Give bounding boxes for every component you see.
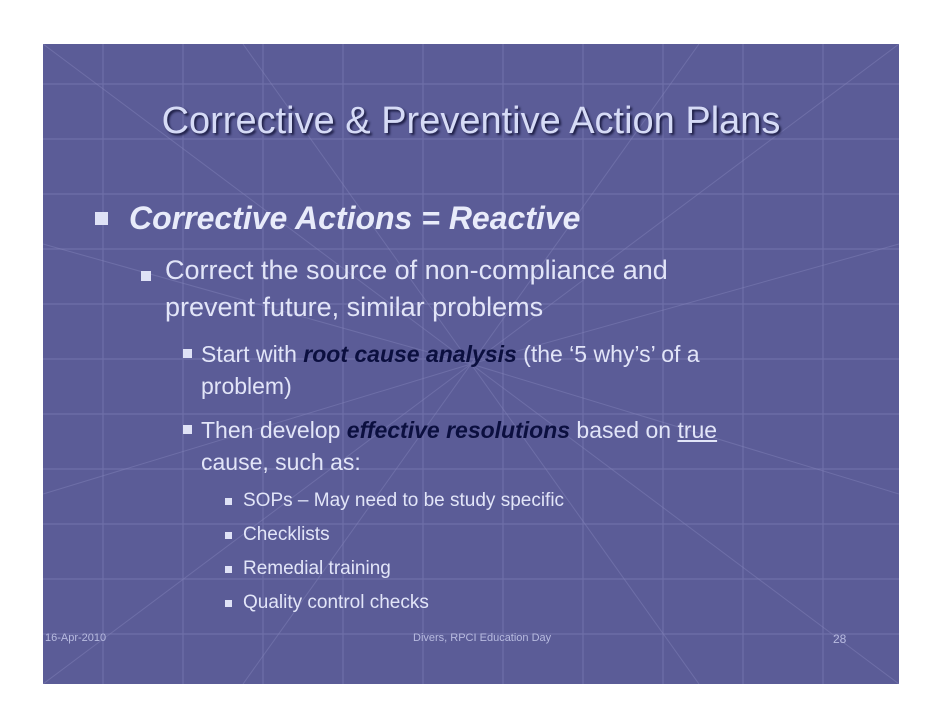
item-b-line2: cause, such as:: [201, 449, 361, 475]
example-item: [223, 524, 330, 546]
bullet-square-icon: [95, 212, 108, 225]
item-a-line2: problem): [201, 373, 292, 399]
example-text: Checklists: [243, 524, 330, 545]
level3-item-resolutions: [183, 414, 717, 478]
level2-line1: Correct the source of non-compliance and: [165, 255, 668, 285]
item-a-emphasis: root cause analysis: [303, 341, 517, 367]
example-text: SOPs – May need to be study specific: [243, 490, 565, 511]
example-text: Quality control checks: [243, 592, 429, 613]
item-b-mid: based on: [570, 417, 678, 443]
slide: [43, 44, 899, 684]
level3-item-resolutions-line1: [201, 414, 717, 446]
level1-text: Corrective Actions = Reactive: [129, 200, 581, 236]
example-item: [223, 558, 391, 580]
footer-date: 16-Apr-2010: [45, 632, 107, 644]
footer-page-number: 28: [833, 632, 847, 646]
item-b-underlined: true: [677, 417, 718, 443]
item-a-pre: Start with: [201, 341, 304, 367]
slide-title: Corrective & Preventive Action Plans: [161, 100, 781, 142]
level2-line2: prevent future, similar problems: [165, 292, 544, 322]
level3-item-root-cause-line1: [201, 338, 700, 370]
example-item: [223, 592, 429, 614]
level2-item: [141, 252, 668, 326]
example-text: Remedial training: [243, 558, 391, 579]
level1-heading: [129, 200, 580, 237]
footer-presenter: Divers, RPCI Education Day: [413, 632, 552, 644]
level3-item-root-cause: [183, 338, 700, 402]
item-a-post: (the ‘5 why’s’ of a: [516, 341, 700, 367]
item-b-emphasis: effective resolutions: [346, 417, 571, 443]
example-item: [223, 490, 564, 512]
item-b-pre: Then develop: [201, 417, 347, 443]
